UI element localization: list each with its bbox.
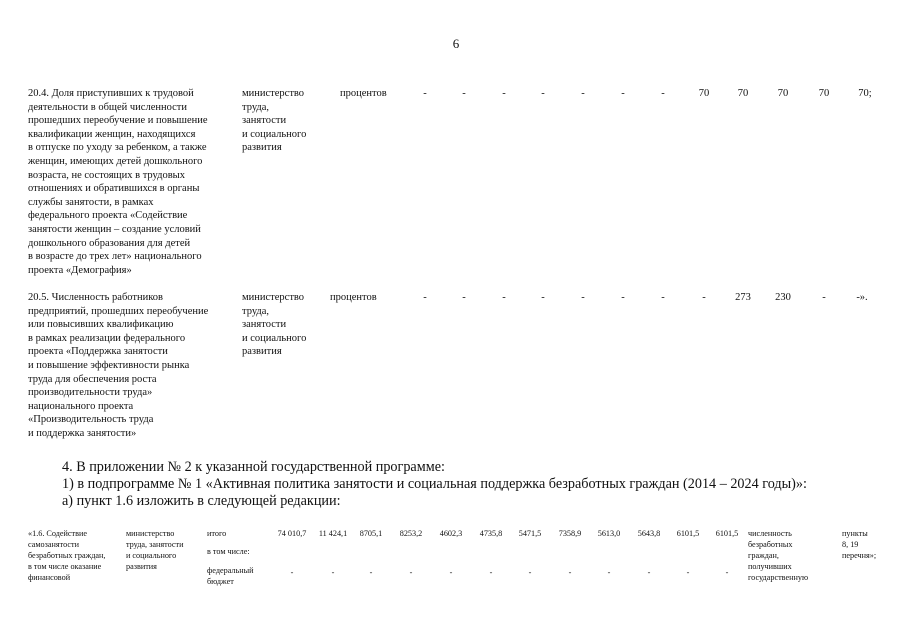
- row-20-4-value: -: [581, 88, 585, 99]
- row-20-4-value: -: [502, 88, 506, 99]
- row-20-5-value: -: [462, 292, 466, 303]
- total-value: 8705,1: [359, 529, 383, 538]
- item-1-6-name: «1.6. Содействие самозанятости безработных граждан, в том числе оказание финансовой: [28, 529, 106, 582]
- row-20-5-value: -: [661, 292, 665, 303]
- page-number: 6: [452, 36, 460, 51]
- row-20-5-value: 273: [735, 292, 751, 303]
- row-20-4-values: [0, 87, 905, 101]
- row-20-4-value: -: [462, 88, 466, 99]
- indicator-text: численность безработных граждан, получивших государственную: [748, 529, 809, 582]
- total-value: 5643,8: [637, 529, 661, 538]
- row-20-5-unit: процентов: [330, 292, 377, 303]
- federal-budget-label: федеральный бюджет: [207, 566, 254, 586]
- row-20-4-value: 70;: [858, 88, 872, 99]
- federal-value: -: [409, 568, 413, 577]
- total-value: 5613,0: [597, 529, 621, 538]
- total-value: 74 010,7: [277, 529, 307, 538]
- federal-value: -: [686, 568, 690, 577]
- federal-value: -: [568, 568, 572, 577]
- row-20-4-executor: министерство труда, занятости и социального развития: [242, 88, 307, 154]
- row-20-5-value: -: [822, 292, 826, 303]
- federal-value: -: [647, 568, 651, 577]
- federal-value: -: [725, 568, 729, 577]
- federal-value: -: [290, 568, 294, 577]
- row-20-5-value: -».: [856, 292, 868, 303]
- federal-value: -: [449, 568, 453, 577]
- row-20-5-value: -: [541, 292, 545, 303]
- row-20-4-unit: процентов: [340, 88, 387, 99]
- row-20-4-value: -: [541, 88, 545, 99]
- total-value: 7358,9: [558, 529, 582, 538]
- points-reference: пункты 8, 19 перечня»;: [842, 529, 877, 560]
- row-20-5-name: 20.5. Численность работников предприятий, прошедших переобучение или повысивших квалификацию в рамках реализации федерального проекта «Поддержка занятости и повышение эффективности рынка труда для обеспечения роста производительности труда» национального проекта «Производительность труда и поддержка занятости»: [28, 292, 209, 439]
- row-20-4-value: 70: [777, 88, 789, 99]
- row-20-4-value: -: [661, 88, 665, 99]
- row-20-4-value: 70: [698, 88, 710, 99]
- paragraph: 1) в подпрограмме № 1 «Активная политика занятости и социальная поддержка безработных граждан (2014 – 2024 годы)»:: [62, 476, 807, 492]
- total-value: 11 424,1: [318, 529, 348, 538]
- row-20-4-name: 20.4. Доля приступивших к трудовой деятельности в общей численности прошедших переобучение и повышение квалификации женщин, находящихся в отпуске по уходу за ребенком, а также женщин, имеющих детей дошкольного возраста, не состоящих в трудовых отношениях и обратившихся в органы службы занятости, в рамках федерального проекта «Содействие занятости женщин – создание условий дошкольного образования для детей в возрасте до трех лет» национального проекта «Демография»: [28, 88, 208, 276]
- federal-value: -: [369, 568, 373, 577]
- row-20-4-value: 70: [818, 88, 830, 99]
- row-20-4-value: 70: [737, 88, 749, 99]
- row-20-5-value: -: [581, 292, 585, 303]
- total-value: 5471,5: [518, 529, 542, 538]
- total-value: 4602,3: [439, 529, 463, 538]
- row-20-5-value: 230: [775, 292, 791, 303]
- federal-value: -: [528, 568, 532, 577]
- total-value: 6101,5: [676, 529, 700, 538]
- federal-value: -: [607, 568, 611, 577]
- total-value: 4735,8: [479, 529, 503, 538]
- row-20-5-value: -: [423, 292, 427, 303]
- paragraph: а) пункт 1.6 изложить в следующей редакции:: [62, 493, 341, 509]
- federal-value: -: [489, 568, 493, 577]
- including-label: в том числе:: [207, 547, 250, 556]
- row-20-5-values: [0, 291, 905, 305]
- row-20-5-value: -: [502, 292, 506, 303]
- total-value: 8253,2: [399, 529, 423, 538]
- row-20-4-value: -: [423, 88, 427, 99]
- item-1-6-executor: министерство труда, занятости и социального развития: [126, 529, 184, 571]
- total-value: 6101,5: [715, 529, 739, 538]
- row-20-5-executor: министерство труда, занятости и социального развития: [242, 292, 307, 358]
- total-label: итого: [207, 529, 227, 538]
- row-20-5-value: -: [621, 292, 625, 303]
- paragraph: 4. В приложении № 2 к указанной государственной программе:: [62, 459, 445, 475]
- federal-value: -: [331, 568, 335, 577]
- row-20-4-value: -: [621, 88, 625, 99]
- row-20-5-value: -: [702, 292, 706, 303]
